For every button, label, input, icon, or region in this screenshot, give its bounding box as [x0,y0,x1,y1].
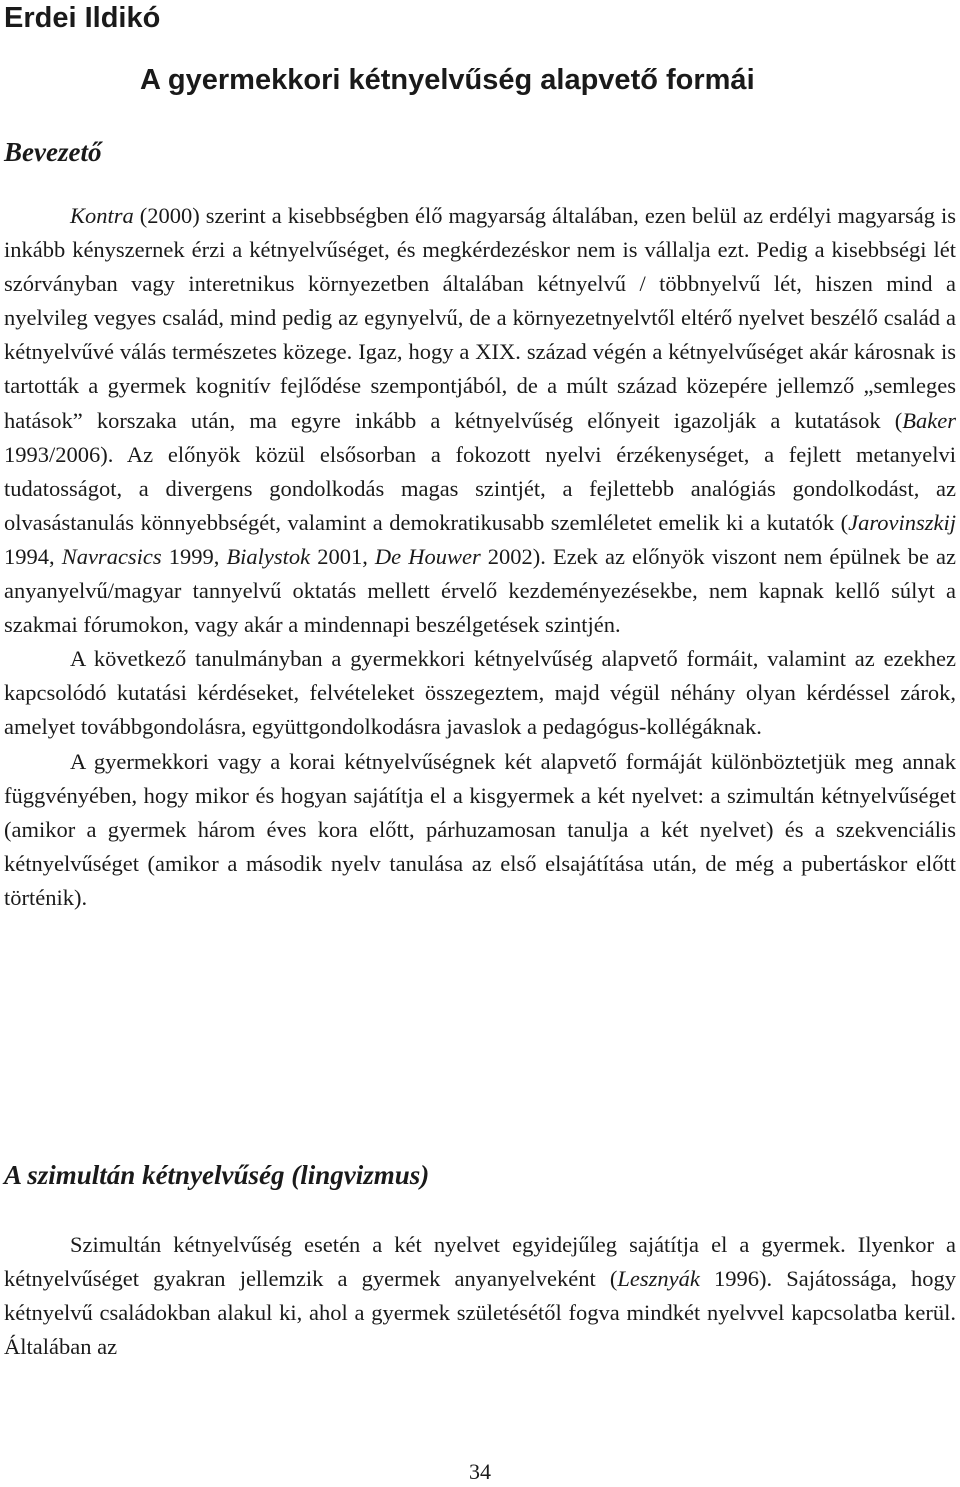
section-heading-introduction: Bevezető [4,137,102,167]
cited-author: Kontra [70,203,134,228]
paragraph-text: 1993/2006). Az előnyök közül elsősorban a fokozott nyelvi érzékenységet, a fejlett metanyelvi tudatosságot, a divergens gondolkodás magas szintjét, a fejlettebb analógiás gondolkodást, az olvasástanulás könnyebbségét, valamint a demokratikusabb szemléletet emelik ki a kutatók ( [4,441,956,535]
article-title: A gyermekkori kétnyelvűség alapvető formái [140,64,755,96]
paragraph [4,1228,956,1364]
cited-author: Jarovinszkij [848,509,956,535]
paragraph-text: 2002). Ezek az előnyök viszont nem épülnek be az anyanyelvű/magyar tannyelvű oktatás mellett érvelő kezdeményezésekbe, nem kapnak kellő súlyt a szakmai fórumokon, vagy akár a mindennapi beszélgetések szintjén. [4,543,956,638]
cited-author: Lesznyák [617,1266,700,1292]
cited-author: De Houwer [374,543,481,569]
paragraph-text: 1996). Sajátossága, hogy kétnyelvű családokban alakul ki, ahol a gyermek születésétől fogva mindkét nyelvvel kapcsolatba kerül. Általában az [4,1266,956,1360]
author-name: Erdei Ildikó [4,2,161,34]
paragraph-text: 1994, [4,543,62,569]
paragraph: A következő tanulmányban a gyermekkori kétnyelvűség alapvető formáit, valamint az ezekhez kapcsolódó kutatási kérdéseket, felvételeket összegeztem, majd végül néhány olyan kérdéssel zárok, amelyet továbbgondolásra, együttgondolkodásra javaslok a pedagógus-kollégáknak. [4,646,956,740]
paragraph-text: 1999, [161,543,227,569]
paragraph-text: 2001, [310,543,375,569]
introduction-body [4,199,956,915]
paragraph-text: Szimultán kétnyelvűség esetén a két nyelvet egyidejűleg sajátítja el a gyermek. Ilyenkor a kétnyelvűséget gyakran jellemzik a gyermek anyanyelveként ( [4,1232,956,1292]
page-number: 34 [469,1459,491,1484]
cited-author: Baker [902,407,956,433]
paragraph: A gyermekkori vagy a korai kétnyelvűségnek két alapvető formáját különböztetjük meg annak függvényében, hogy mikor és hogyan sajátítja el a kisgyermek a két nyelvet: a szimultán kétnyelvűséget (amikor a gyermek három éves kora előtt, párhuzamosan tanulja a két nyelvet) és a szekvenciális kétnyelvűséget (amikor a második nyelv tanulása az első elsajátítása után, de még a pubertáskor előtt történik). [4,748,956,910]
cited-author: Navracsics [61,543,162,569]
simultaneous-body [4,1228,956,1364]
paragraph-text: (2000) szerint a kisebbségben élő magyarság általában, ezen belül az erdélyi magyarság is inkább kényszernek érzi a kétnyelvűséget, és megkérdezéskor nem is vállalja ezt. Pedig a kisebbségi lét szórványban vagy interetnikus környezetben általában kétnyelvű / többnyelvű lét, hiszen mind a nyelvileg vegyes család, mind pedig az egynyelvű, de a környezetnyelvtől eltérő nyelvet beszélő család a kétnyelvűvé válás természetes közege. Igaz, hogy a XIX. század végén a kétnyelvűséget akár károsnak is tartották a gyermek kognitív fejlődése szempontjából, de a múlt század közepére jellemző „semleges hatások” korszaka után, ma egyre inkább a kétnyelvűség előnyeit igazolják a kutatások ( [4,203,956,433]
cited-author: Bialystok [226,543,311,569]
paragraph [4,199,956,642]
section-heading-simultaneous: A szimultán kétnyelvűség (lingvizmus) [4,1160,430,1190]
